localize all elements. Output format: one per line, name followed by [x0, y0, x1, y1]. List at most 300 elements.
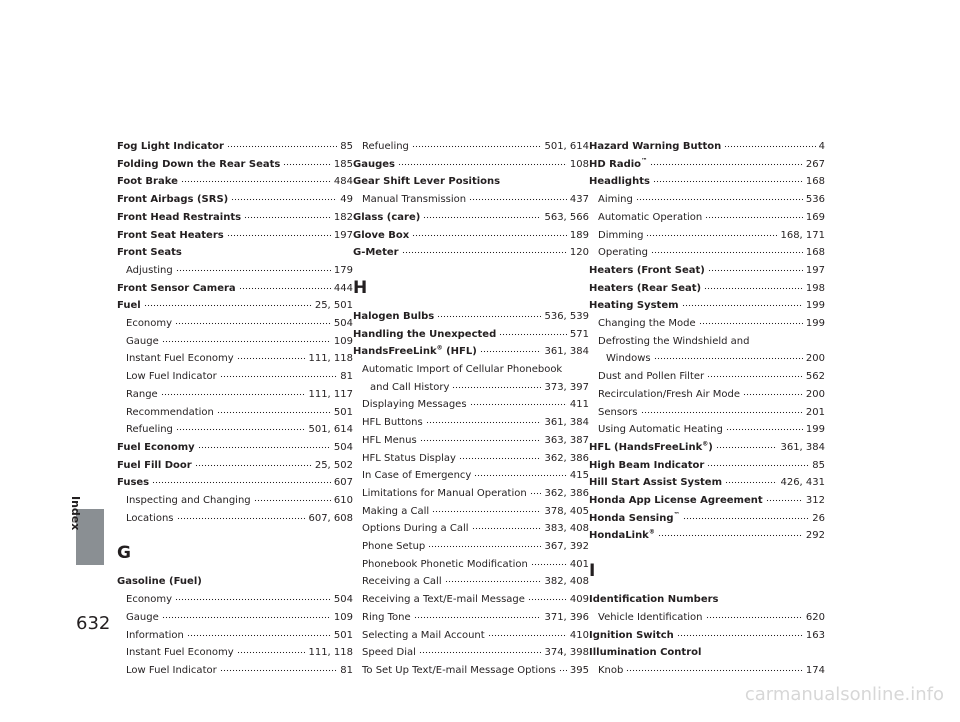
entry-page-ref[interactable]: 401 [569, 558, 589, 570]
index-subentry[interactable] [117, 333, 353, 351]
entry-term: Information [126, 629, 184, 641]
index-subentry[interactable] [117, 315, 353, 333]
entry-page-ref[interactable]: 49 [340, 194, 353, 206]
entry-page-ref[interactable]: 109 [333, 611, 353, 623]
dot-leader [654, 350, 803, 360]
entry-term: Economy [126, 318, 173, 330]
dot-leader [636, 191, 803, 201]
entry-page-ref[interactable]: 504 [333, 441, 353, 453]
dot-leader [244, 209, 331, 219]
index-entry[interactable] [353, 244, 589, 262]
entry-page-ref[interactable]: 501 [333, 406, 353, 418]
entry-term: G-Meter [353, 247, 399, 259]
entry-term: Folding Down the Rear Seats [117, 158, 281, 170]
dot-leader [725, 474, 777, 484]
entry-term: Options During a Call [362, 523, 469, 535]
entry-page-ref[interactable]: 484 [333, 176, 353, 188]
entry-page-ref[interactable]: 292 [805, 530, 825, 542]
dot-leader [707, 368, 803, 378]
page-number: 632 [76, 613, 111, 634]
index-entry[interactable] [117, 280, 353, 298]
entry-page-ref[interactable]: 25, 502 [314, 459, 353, 471]
entry-page-ref[interactable]: 444 [333, 282, 353, 294]
entry-page-ref[interactable]: 168, 171 [780, 229, 825, 241]
index-subentry[interactable] [117, 492, 353, 510]
entry-page-ref[interactable]: 81 [340, 371, 353, 383]
index-entry[interactable] [117, 173, 353, 191]
dot-leader [683, 510, 810, 520]
dot-leader [488, 627, 567, 637]
entry-page-ref[interactable]: 410 [569, 629, 589, 641]
index-subentry[interactable] [353, 644, 589, 662]
dot-leader [423, 209, 541, 219]
dot-leader [177, 510, 306, 520]
entry-term: Heaters (Rear Seat) [589, 282, 702, 294]
index-subentry[interactable] [353, 432, 589, 450]
index-entry[interactable] [589, 297, 825, 315]
dot-leader [480, 343, 542, 353]
dot-leader [402, 244, 567, 254]
dot-leader [704, 280, 803, 290]
index-entry[interactable] [353, 209, 589, 227]
index-subentry[interactable] [353, 538, 589, 556]
dot-leader [724, 138, 815, 148]
dot-leader [195, 457, 312, 467]
index-subentry[interactable] [589, 609, 825, 627]
dot-leader [677, 627, 803, 637]
entry-term: Making a Call [362, 505, 430, 517]
entry-page-ref[interactable]: 361, 384 [780, 441, 825, 453]
entry-page-ref[interactable]: 378, 405 [544, 505, 589, 517]
dot-leader [531, 556, 567, 566]
index-subentry[interactable] [117, 627, 353, 645]
index-subentry[interactable] [353, 450, 589, 468]
dot-leader [474, 467, 567, 477]
entry-page-ref[interactable]: 415 [569, 470, 589, 482]
dot-leader [254, 492, 331, 502]
entry-term: and Call History [370, 381, 450, 393]
entry-page-ref[interactable]: 536 [805, 194, 825, 206]
dot-leader [646, 227, 777, 237]
index-subentry[interactable] [117, 386, 353, 404]
entry-term: In Case of Emergency [362, 470, 472, 482]
index-subentry[interactable] [353, 485, 589, 503]
entry-page-ref[interactable]: 174 [805, 664, 825, 676]
entry-page-ref[interactable]: 199 [805, 300, 825, 312]
entry-page-ref[interactable]: 361, 384 [544, 346, 589, 358]
entry-term: Phonebook Phonetic Modification [362, 558, 528, 570]
entry-page-ref[interactable]: 81 [340, 664, 353, 676]
dot-leader [726, 421, 803, 431]
entry-term: Identification Numbers [589, 594, 719, 606]
index-entry[interactable] [589, 510, 825, 528]
dot-leader [220, 368, 338, 378]
entry-page-ref[interactable]: 197 [333, 229, 353, 241]
index-subentry[interactable] [589, 662, 825, 680]
index-entry[interactable] [353, 326, 589, 344]
dot-leader [626, 662, 803, 672]
entry-page-ref[interactable]: 182 [333, 211, 353, 223]
entry-term: Aiming [598, 194, 633, 206]
entry-page-ref[interactable]: 85 [812, 459, 825, 471]
index-entry[interactable] [117, 138, 353, 156]
entry-page-ref[interactable]: 200 [805, 353, 825, 365]
index-entry[interactable] [117, 191, 353, 209]
entry-term: Front Sensor Camera [117, 282, 236, 294]
entry-term: Displaying Messages [362, 399, 467, 411]
dot-leader [419, 644, 542, 654]
entry-page-ref[interactable]: 371, 396 [544, 611, 589, 623]
entry-term: Gauges [353, 158, 395, 170]
dot-leader [412, 138, 542, 148]
entry-page-ref[interactable]: 607, 608 [308, 512, 353, 524]
dot-leader [414, 609, 542, 619]
entry-page-ref[interactable]: 504 [333, 594, 353, 606]
dot-leader [162, 609, 331, 619]
entry-term: Front Airbags (SRS) [117, 194, 229, 206]
dot-leader [162, 333, 331, 343]
dot-leader [716, 439, 778, 449]
entry-term: Glove Box [353, 229, 410, 241]
entry-term: Glass (care) [353, 211, 421, 223]
entry-term: High Beam Indicator [589, 459, 705, 471]
dot-leader [499, 326, 567, 336]
entry-page-ref[interactable]: 267 [805, 158, 825, 170]
entry-term: Fog Light Indicator [117, 141, 224, 152]
index-letter-heading: G [117, 543, 131, 564]
dot-leader [227, 227, 331, 237]
entry-term: Fuel Fill Door [117, 459, 192, 471]
entry-term: Adjusting [126, 264, 173, 276]
entry-term: Dust and Pollen Filter [598, 371, 705, 383]
index-subentry[interactable] [589, 315, 825, 333]
entry-page-ref[interactable]: 163 [805, 629, 825, 641]
dot-leader [283, 156, 331, 166]
entry-term: Sensors [598, 406, 638, 418]
entry-page-ref[interactable]: 562 [805, 371, 825, 383]
entry-term: HandsFreeLink® (HFL) [353, 345, 477, 358]
dot-leader [653, 173, 803, 183]
dot-leader [437, 308, 541, 318]
index-subentry[interactable] [589, 368, 825, 386]
entry-term: Refueling [362, 141, 409, 152]
entry-term: Front Head Restraints [117, 211, 242, 223]
dot-leader [708, 262, 803, 272]
index-entry[interactable] [117, 227, 353, 245]
entry-term: Knob [598, 664, 624, 676]
entry-page-ref[interactable]: 199 [805, 424, 825, 436]
entry-term: HondaLink® [589, 529, 655, 542]
entry-term: Phone Setup [362, 541, 426, 553]
entry-page-ref[interactable]: 85 [340, 141, 353, 152]
index-entry[interactable] [353, 173, 589, 191]
dot-leader [706, 609, 803, 619]
dot-leader [198, 439, 331, 449]
dot-leader [231, 191, 337, 201]
dot-leader [181, 173, 331, 183]
entry-page-ref[interactable]: 312 [805, 495, 825, 507]
entry-page-ref[interactable]: 563, 566 [544, 211, 589, 223]
entry-page-ref[interactable]: 395 [569, 664, 589, 676]
index-entry[interactable] [353, 308, 589, 326]
entry-page-ref[interactable]: 361, 384 [544, 417, 589, 429]
index-entry[interactable] [117, 244, 353, 262]
entry-term: Heating System [589, 300, 679, 312]
dot-leader [176, 421, 306, 431]
dot-leader [459, 450, 542, 460]
entry-page-ref[interactable]: 409 [569, 594, 589, 606]
dot-leader [428, 538, 541, 548]
entry-page-ref[interactable]: 501 [333, 629, 353, 641]
index-entry[interactable] [589, 644, 825, 662]
entry-page-ref[interactable]: 200 [805, 388, 825, 400]
entry-term: Fuel [117, 300, 141, 312]
entry-term: Locations [126, 512, 174, 524]
dot-leader [651, 244, 803, 254]
entry-term: Receiving a Text/E-mail Message [362, 594, 525, 606]
dot-leader [152, 474, 331, 484]
dot-leader [432, 503, 541, 513]
index-subentry[interactable] [353, 609, 589, 627]
entry-term: Operating [598, 247, 648, 259]
index-subentry[interactable] [589, 191, 825, 209]
index-entry[interactable] [117, 573, 353, 591]
index-subentry[interactable] [353, 379, 589, 397]
dot-leader [420, 432, 542, 442]
index-subentry[interactable] [589, 404, 825, 422]
entry-term: Receiving a Call [362, 576, 442, 588]
index-subentry[interactable] [353, 467, 589, 485]
entry-page-ref[interactable]: 198 [805, 282, 825, 294]
entry-term: Limitations for Manual Operation [362, 487, 527, 499]
entry-term: Gasoline (Fuel) [117, 576, 202, 588]
dot-leader [470, 396, 567, 406]
entry-page-ref[interactable]: 411 [569, 399, 589, 411]
entry-page-ref[interactable]: 426, 431 [780, 477, 825, 489]
entry-term: Manual Transmission [362, 194, 467, 206]
entry-page-ref[interactable]: 189 [569, 229, 589, 241]
index-subentry[interactable] [353, 396, 589, 414]
entry-page-ref[interactable]: 362, 386 [544, 452, 589, 464]
dot-leader [641, 404, 803, 414]
dot-leader [426, 414, 542, 424]
entry-page-ref[interactable]: 201 [805, 406, 825, 418]
index-subentry[interactable] [353, 191, 589, 209]
index-entry[interactable] [353, 156, 589, 174]
entry-term: Gear Shift Lever Positions [353, 176, 501, 188]
index-entry[interactable] [589, 439, 825, 457]
entry-term: Illumination Control [589, 647, 702, 659]
index-column-2 [353, 138, 589, 680]
entry-page-ref[interactable]: 199 [805, 318, 825, 330]
index-column-1 [117, 138, 353, 680]
dot-leader [699, 315, 803, 325]
entry-term: To Set Up Text/E-mail Message Options [362, 664, 556, 676]
index-entry[interactable] [353, 227, 589, 245]
dot-leader [650, 156, 803, 166]
index-subentry[interactable] [353, 591, 589, 609]
index-subentry[interactable] [117, 591, 353, 609]
index-subentry[interactable] [589, 350, 825, 368]
index-entry[interactable] [589, 173, 825, 191]
dot-leader [743, 386, 803, 396]
index-subentry[interactable] [589, 421, 825, 439]
index-letter-heading: I [589, 561, 596, 582]
dot-leader [707, 457, 809, 467]
index-subentry[interactable] [353, 414, 589, 432]
index-subentry[interactable] [353, 520, 589, 538]
index-entry[interactable] [589, 156, 825, 174]
entry-term: HFL Status Display [362, 452, 456, 464]
entry-term: Instant Fuel Economy [126, 647, 234, 659]
entry-page-ref[interactable]: 363, 387 [544, 434, 589, 446]
dot-leader [658, 527, 803, 537]
entry-page-ref[interactable]: 501, 614 [308, 424, 353, 436]
entry-page-ref[interactable]: 111, 118 [308, 353, 353, 365]
dot-leader [175, 591, 331, 601]
entry-term: Speed Dial [362, 647, 416, 659]
dot-leader [237, 350, 306, 360]
dot-leader [217, 404, 331, 414]
entry-page-ref[interactable]: 4 [818, 141, 825, 152]
dot-leader [144, 297, 312, 307]
entry-term: Dimming [598, 229, 644, 241]
index-entry[interactable] [589, 591, 825, 609]
entry-page-ref[interactable]: 373, 397 [544, 381, 589, 393]
entry-page-ref[interactable]: 620 [805, 611, 825, 623]
index-subentry[interactable] [589, 386, 825, 404]
index-entry[interactable] [117, 297, 353, 315]
entry-term: HFL Buttons [362, 417, 423, 429]
index-entry[interactable] [589, 280, 825, 298]
index-entry[interactable] [589, 457, 825, 475]
dot-leader [452, 379, 541, 389]
entry-term: Front Seat Heaters [117, 229, 224, 241]
index-subentry[interactable] [117, 350, 353, 368]
dot-leader [412, 227, 567, 237]
entry-page-ref[interactable]: 185 [333, 158, 353, 170]
entry-term: Low Fuel Indicator [126, 371, 217, 383]
index-subentry[interactable] [353, 361, 589, 379]
entry-page-ref[interactable]: 367, 392 [544, 541, 589, 553]
entry-page-ref[interactable]: 168 [805, 247, 825, 259]
entry-term: Fuses [117, 477, 150, 489]
entry-term: Honda App License Agreement [589, 495, 763, 507]
index-subentry[interactable] [589, 209, 825, 227]
entry-page-ref[interactable]: 111, 117 [308, 388, 353, 400]
entry-page-ref[interactable]: 109 [333, 335, 353, 347]
entry-page-ref[interactable]: 382, 408 [544, 576, 589, 588]
entry-page-ref[interactable]: 504 [333, 318, 353, 330]
entry-term: Halogen Bulbs [353, 310, 435, 322]
entry-page-ref[interactable]: 571 [569, 328, 589, 340]
index-entry[interactable] [589, 492, 825, 510]
index-entry[interactable] [117, 209, 353, 227]
dot-leader [187, 627, 331, 637]
index-subentry[interactable] [117, 662, 353, 680]
index-entry[interactable] [353, 343, 589, 361]
index-entry[interactable] [589, 262, 825, 280]
entry-term: Ring Tone [362, 611, 411, 623]
entry-term: Range [126, 388, 158, 400]
entry-page-ref[interactable]: 108 [569, 158, 589, 170]
dot-leader [528, 591, 567, 601]
dot-leader [176, 262, 331, 272]
entry-page-ref[interactable]: 197 [805, 264, 825, 276]
entry-page-ref[interactable]: 501, 614 [544, 141, 589, 152]
index-subentry[interactable] [117, 368, 353, 386]
entry-term: Vehicle Identification [598, 611, 703, 623]
index-entry[interactable] [589, 474, 825, 492]
dot-leader [220, 662, 338, 672]
entry-term: Fuel Economy [117, 441, 195, 453]
index-subentry[interactable] [117, 404, 353, 422]
index-subentry[interactable] [353, 662, 589, 680]
entry-term: Handling the Unexpected [353, 328, 497, 340]
index-subentry[interactable] [117, 609, 353, 627]
entry-term: Using Automatic Heating [598, 424, 723, 436]
entry-term: Hazard Warning Button [589, 141, 722, 152]
index-subentry[interactable] [353, 627, 589, 645]
index-column-3 [589, 138, 825, 680]
dot-leader [705, 209, 803, 219]
dot-leader [175, 315, 331, 325]
index-subentry[interactable] [117, 644, 353, 662]
watermark: carmanualsonline.info [744, 684, 944, 705]
entry-term: Automatic Import of Cellular Phonebook [362, 364, 563, 376]
entry-page-ref[interactable]: 179 [333, 264, 353, 276]
entry-term: HFL (HandsFreeLink®) [589, 440, 713, 453]
index-subentry[interactable] [589, 333, 825, 351]
index-subentry[interactable] [117, 421, 353, 439]
entry-page-ref[interactable]: 610 [333, 495, 353, 507]
entry-page-ref[interactable]: 111, 118 [308, 647, 353, 659]
entry-page-ref[interactable]: 383, 408 [544, 523, 589, 535]
index-subentry[interactable] [353, 503, 589, 521]
index-subentry[interactable] [589, 227, 825, 245]
entry-page-ref[interactable]: 437 [569, 194, 589, 206]
entry-page-ref[interactable]: 169 [805, 211, 825, 223]
entry-page-ref[interactable]: 362, 386 [544, 487, 589, 499]
dot-leader [530, 485, 542, 495]
index-entry[interactable] [589, 138, 825, 156]
entry-page-ref[interactable]: 26 [812, 512, 825, 524]
entry-page-ref[interactable]: 607 [333, 477, 353, 489]
index-subentry[interactable] [353, 138, 589, 156]
index-entry[interactable] [117, 457, 353, 475]
index-subentry[interactable] [117, 262, 353, 280]
index-entry[interactable] [117, 439, 353, 457]
entry-page-ref[interactable]: 374, 398 [544, 647, 589, 659]
dot-leader [161, 386, 306, 396]
index-subentry[interactable] [589, 244, 825, 262]
dot-leader [766, 492, 803, 502]
index-subentry[interactable] [353, 556, 589, 574]
dot-leader [682, 297, 803, 307]
entry-page-ref[interactable]: 25, 501 [314, 300, 353, 312]
index-entry[interactable] [117, 156, 353, 174]
index-subentry[interactable] [353, 573, 589, 591]
entry-page-ref[interactable]: 168 [805, 176, 825, 188]
entry-term: Automatic Operation [598, 211, 703, 223]
index-subentry[interactable] [117, 510, 353, 528]
entry-term: Defrosting the Windshield and [598, 335, 750, 347]
entry-page-ref[interactable]: 536, 539 [544, 310, 589, 322]
index-entry[interactable] [589, 627, 825, 645]
index-entry[interactable] [589, 527, 825, 545]
index-entry[interactable] [117, 474, 353, 492]
entry-page-ref[interactable]: 120 [569, 247, 589, 259]
